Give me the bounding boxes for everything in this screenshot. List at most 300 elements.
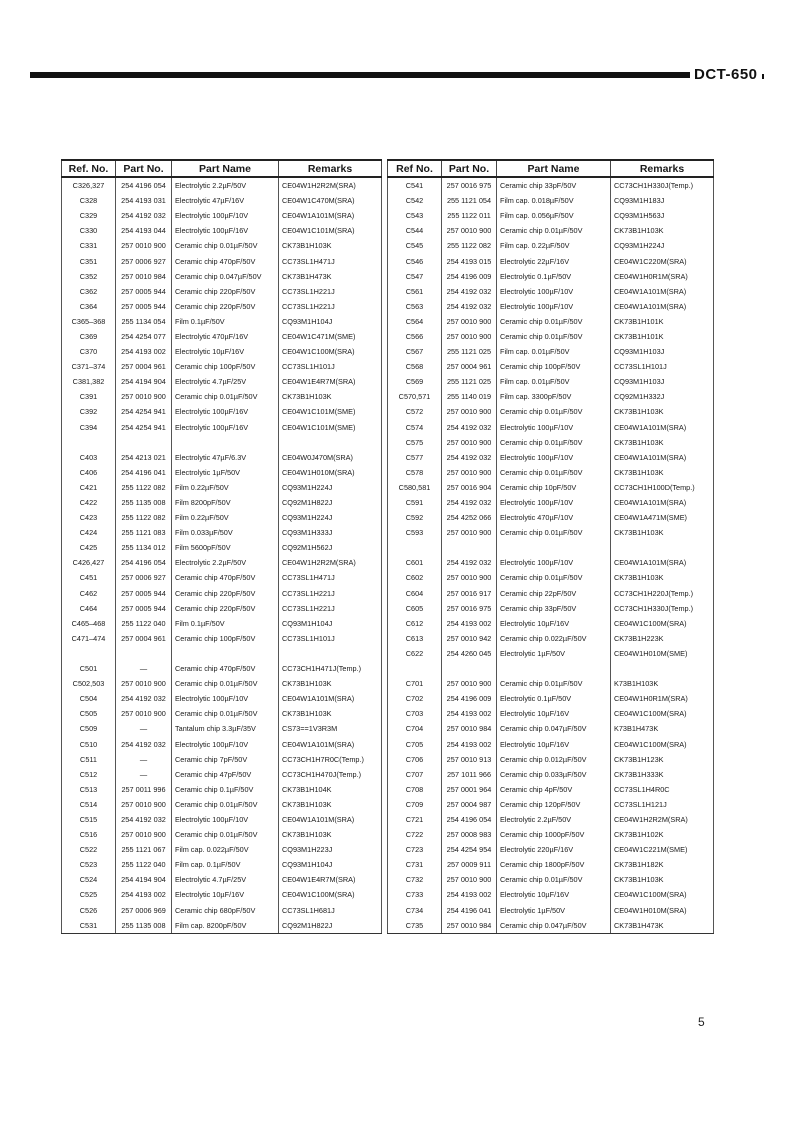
part-name-cell: Ceramic chip 10pF/50V xyxy=(497,480,611,495)
remarks-cell: CQ93M1H104J xyxy=(279,616,382,631)
part-no-cell: 257 0016 975 xyxy=(442,601,497,616)
part-name-cell: Electrolytic 100µF/16V xyxy=(172,404,279,419)
part-name-cell: Ceramic chip 0.01µF/50V xyxy=(497,570,611,585)
column-header-ref: Ref No. xyxy=(388,160,442,177)
part-no-cell: 254 4213 021 xyxy=(116,450,172,465)
ref-no-cell: C622 xyxy=(388,646,442,661)
remarks-cell: CE04W1C101M(SME) xyxy=(279,420,382,435)
part-name-cell: Film 8200pF/50V xyxy=(172,495,279,510)
ref-no-cell: C564 xyxy=(388,314,442,329)
table-row xyxy=(62,570,382,585)
table-row xyxy=(62,374,382,389)
ref-no-cell: C512 xyxy=(62,767,116,782)
remarks-cell: CE04W1C101M(SRA) xyxy=(279,223,382,238)
table-row xyxy=(388,495,714,510)
table-row xyxy=(388,435,714,450)
part-no-cell: 257 0010 984 xyxy=(442,721,497,736)
part-name-cell: Ceramic chip 1800pF/50V xyxy=(497,857,611,872)
part-name-cell: Electrolytic 100µF/10V xyxy=(497,284,611,299)
table-row xyxy=(388,177,714,193)
ref-no-cell: C569 xyxy=(388,374,442,389)
part-name-cell: Electrolytic 470µF/10V xyxy=(497,510,611,525)
remarks-cell: CE04W1C220M(SRA) xyxy=(611,253,714,268)
part-name-cell: Electrolytic 47µF/6.3V xyxy=(172,450,279,465)
part-no-cell: 255 1122 040 xyxy=(116,616,172,631)
remarks-cell: CE04W1H2R2M(SRA) xyxy=(611,812,714,827)
table-row xyxy=(62,661,382,676)
ref-no-cell: C515 xyxy=(62,812,116,827)
table-row xyxy=(388,314,714,329)
remarks-cell xyxy=(279,435,382,450)
remarks-cell: CK73B1H103K xyxy=(611,223,714,238)
table-row xyxy=(62,706,382,721)
remarks-cell: CE04W1H2R2M(SRA) xyxy=(279,177,382,193)
table-row xyxy=(388,480,714,495)
part-no-cell: 254 4193 002 xyxy=(442,616,497,631)
part-name-cell: Electrolytic 10µF/16V xyxy=(497,887,611,902)
part-name-cell: Ceramic chip 100pF/50V xyxy=(497,359,611,374)
remarks-cell: CE04W1H010M(SRA) xyxy=(611,903,714,918)
part-name-cell: Ceramic chip 0.1µF/50V xyxy=(172,782,279,797)
table-row xyxy=(62,918,382,934)
ref-no-cell: C526 xyxy=(62,903,116,918)
table-row xyxy=(388,812,714,827)
table-row xyxy=(62,495,382,510)
part-no-cell: 257 0011 996 xyxy=(116,782,172,797)
table-row xyxy=(62,510,382,525)
part-no-cell: 257 0005 944 xyxy=(116,284,172,299)
remarks-cell: CC73SL1H681J xyxy=(279,903,382,918)
remarks-cell: CC73SL1H221J xyxy=(279,284,382,299)
table-row xyxy=(388,540,714,555)
remarks-cell: CQ93M1H103J xyxy=(611,344,714,359)
ref-no-cell: C462 xyxy=(62,586,116,601)
part-no-cell: 254 4196 054 xyxy=(442,812,497,827)
ref-no-cell: C523 xyxy=(62,857,116,872)
table-row xyxy=(62,797,382,812)
part-name-cell: Film cap. 0.22µF/50V xyxy=(497,238,611,253)
table-row xyxy=(62,676,382,691)
remarks-cell: CQ92M1H822J xyxy=(279,918,382,934)
ref-no-cell: C531 xyxy=(62,918,116,934)
table-row xyxy=(62,842,382,857)
remarks-cell: CK73B1H103K xyxy=(611,872,714,887)
ref-no-cell: C734 xyxy=(388,903,442,918)
part-no-cell: 254 4196 041 xyxy=(116,465,172,480)
remarks-cell: CK73B1H103K xyxy=(279,827,382,842)
ref-no-cell: C703 xyxy=(388,706,442,721)
table-row xyxy=(388,857,714,872)
remarks-cell: K73B1H473K xyxy=(611,721,714,736)
table-row xyxy=(388,329,714,344)
ref-no-cell: C328 xyxy=(62,193,116,208)
remarks-cell: CC73CH1H220J(Temp.) xyxy=(611,586,714,601)
remarks-cell: CK73B1H103K xyxy=(279,706,382,721)
ref-no-cell xyxy=(62,646,116,661)
table-row xyxy=(388,887,714,902)
part-name-cell: Ceramic chip 0.01µF/50V xyxy=(172,827,279,842)
table-row xyxy=(388,736,714,751)
part-no-cell: 255 1135 008 xyxy=(116,918,172,934)
table-row xyxy=(62,404,382,419)
part-name-cell: Film 0.1µF/50V xyxy=(172,616,279,631)
table-row xyxy=(62,435,382,450)
ref-no-cell: C504 xyxy=(62,691,116,706)
table-row xyxy=(62,284,382,299)
part-no-cell xyxy=(116,646,172,661)
table-row xyxy=(62,631,382,646)
part-name-cell: Ceramic chip 0.047µF/50V xyxy=(497,721,611,736)
ref-no-cell: C733 xyxy=(388,887,442,902)
part-name-cell: Ceramic chip 4pF/50V xyxy=(497,782,611,797)
part-name-cell: Ceramic chip 0.012µF/50V xyxy=(497,752,611,767)
column-header-ref: Ref. No. xyxy=(62,160,116,177)
table-row xyxy=(388,586,714,601)
ref-no-cell: C602 xyxy=(388,570,442,585)
remarks-cell: CE04W1A471M(SME) xyxy=(611,510,714,525)
remarks-cell: CK73B1H123K xyxy=(611,752,714,767)
ref-no-cell: C547 xyxy=(388,269,442,284)
parts-table-left xyxy=(61,159,382,934)
part-no-cell: 255 1140 019 xyxy=(442,389,497,404)
part-name-cell: Ceramic chip 470pF/50V xyxy=(172,661,279,676)
ref-no-cell: C423 xyxy=(62,510,116,525)
part-name-cell: Ceramic chip 0.01µF/50V xyxy=(497,329,611,344)
ref-no-cell: C605 xyxy=(388,601,442,616)
part-name-cell: Electrolytic 2.2µF/50V xyxy=(172,177,279,193)
part-no-cell: 254 4192 032 xyxy=(116,208,172,223)
remarks-cell: CE04W1A101M(SRA) xyxy=(611,420,714,435)
table-row xyxy=(388,782,714,797)
part-name-cell: Ceramic chip 0.01µF/50V xyxy=(497,223,611,238)
part-no-cell: 254 4194 904 xyxy=(116,872,172,887)
part-no-cell: 254 4193 002 xyxy=(442,887,497,902)
part-name-cell: Electrolytic 100µF/10V xyxy=(497,299,611,314)
part-no-cell: 254 4254 954 xyxy=(442,842,497,857)
part-name-cell: Electrolytic 1µF/50V xyxy=(497,646,611,661)
ref-no-cell: C574 xyxy=(388,420,442,435)
part-name-cell: Ceramic chip 220pF/50V xyxy=(172,284,279,299)
part-name-cell: Electrolytic 100µF/10V xyxy=(172,691,279,706)
table-row xyxy=(62,721,382,736)
table-row xyxy=(62,253,382,268)
table-row xyxy=(388,752,714,767)
part-name-cell: Ceramic chip 22pF/50V xyxy=(497,586,611,601)
remarks-cell: CE04W1H010M(SRA) xyxy=(279,465,382,480)
remarks-cell: CE04W1H010M(SME) xyxy=(611,646,714,661)
remarks-cell: CE04W1H0R1M(SRA) xyxy=(611,269,714,284)
table-row xyxy=(62,872,382,887)
part-no-cell: 257 0004 961 xyxy=(442,359,497,374)
remarks-cell: CE04W1A101M(SRA) xyxy=(611,450,714,465)
remarks-cell: CK73B1H103K xyxy=(279,238,382,253)
remarks-cell: CE04W1C100M(SRA) xyxy=(279,887,382,902)
ref-no-cell xyxy=(62,435,116,450)
ref-no-cell: C421 xyxy=(62,480,116,495)
ref-no-cell: C424 xyxy=(62,525,116,540)
part-no-cell: 257 0005 944 xyxy=(116,299,172,314)
part-name-cell: Film 0.22µF/50V xyxy=(172,510,279,525)
table-row xyxy=(62,736,382,751)
table-row xyxy=(388,404,714,419)
part-name-cell: Film 0.033µF/50V xyxy=(172,525,279,540)
table-row xyxy=(388,601,714,616)
remarks-cell: CQ93M1H224J xyxy=(279,510,382,525)
parts-table-right-body xyxy=(388,177,714,933)
ref-no-cell: C509 xyxy=(62,721,116,736)
remarks-cell: CK73B1H182K xyxy=(611,857,714,872)
table-row xyxy=(388,253,714,268)
remarks-cell: CK73B1H104K xyxy=(279,782,382,797)
part-no-cell: 257 0005 944 xyxy=(116,601,172,616)
remarks-cell: CQ93M1H333J xyxy=(279,525,382,540)
ref-no-cell: C464 xyxy=(62,601,116,616)
column-header-part-no: Part No. xyxy=(442,160,497,177)
ref-no-cell: C381,382 xyxy=(62,374,116,389)
remarks-cell: CE04W1C470M(SRA) xyxy=(279,193,382,208)
ref-no-cell: C563 xyxy=(388,299,442,314)
ref-no-cell: C708 xyxy=(388,782,442,797)
table-row xyxy=(388,767,714,782)
table-row xyxy=(388,631,714,646)
ref-no-cell: C580,581 xyxy=(388,480,442,495)
ref-no-cell: C543 xyxy=(388,208,442,223)
part-no-cell: 255 1122 082 xyxy=(116,480,172,495)
ref-no-cell: C707 xyxy=(388,767,442,782)
part-name-cell: Ceramic chip 0.01µF/50V xyxy=(172,389,279,404)
part-name-cell: Film 0.1µF/50V xyxy=(172,314,279,329)
ref-no-cell: C601 xyxy=(388,555,442,570)
remarks-cell: CC73SL1H4R0C xyxy=(611,782,714,797)
part-no-cell: 257 0010 900 xyxy=(116,797,172,812)
part-no-cell: 254 4196 009 xyxy=(442,691,497,706)
part-name-cell: Ceramic chip 0.01µF/50V xyxy=(497,435,611,450)
table-row xyxy=(62,238,382,253)
remarks-cell: CE04W1C471M(SME) xyxy=(279,329,382,344)
remarks-cell: CQ92M1H822J xyxy=(279,495,382,510)
table-row xyxy=(62,389,382,404)
part-name-cell xyxy=(172,435,279,450)
part-no-cell: 257 0016 975 xyxy=(442,177,497,193)
part-no-cell: 254 4193 015 xyxy=(442,253,497,268)
part-no-cell: 257 0010 900 xyxy=(442,435,497,450)
remarks-cell: CK73B1H102K xyxy=(611,827,714,842)
part-name-cell: Electrolytic 100µF/16V xyxy=(172,420,279,435)
remarks-cell: CE04W1C100M(SRA) xyxy=(611,616,714,631)
table-row xyxy=(388,450,714,465)
ref-no-cell: C544 xyxy=(388,223,442,238)
part-name-cell: Electrolytic 470µF/16V xyxy=(172,329,279,344)
ref-no-cell: C709 xyxy=(388,797,442,812)
remarks-cell: CC73CH1H330J(Temp.) xyxy=(611,601,714,616)
part-no-cell: 254 4194 904 xyxy=(116,374,172,389)
ref-no-cell: C513 xyxy=(62,782,116,797)
remarks-cell: CC73SL1H221J xyxy=(279,586,382,601)
ref-no-cell: C451 xyxy=(62,570,116,585)
ref-no-cell: C392 xyxy=(62,404,116,419)
remarks-cell: CC73SL1H471J xyxy=(279,570,382,585)
part-no-cell: 257 0006 969 xyxy=(116,903,172,918)
part-no-cell: 257 0010 900 xyxy=(442,465,497,480)
ref-no-cell: C516 xyxy=(62,827,116,842)
part-no-cell: 257 0001 964 xyxy=(442,782,497,797)
part-no-cell: 255 1121 054 xyxy=(442,193,497,208)
remarks-cell: CE04W1A101M(SRA) xyxy=(279,736,382,751)
part-name-cell: Ceramic chip 100pF/50V xyxy=(172,359,279,374)
table-row xyxy=(388,193,714,208)
part-no-cell: 257 0004 987 xyxy=(442,797,497,812)
ref-no-cell: C425 xyxy=(62,540,116,555)
part-name-cell: Ceramic chip 0.01µF/50V xyxy=(497,314,611,329)
ref-no-cell: C604 xyxy=(388,586,442,601)
part-no-cell: 257 0010 900 xyxy=(116,827,172,842)
table-row xyxy=(388,721,714,736)
table-row xyxy=(388,691,714,706)
remarks-cell: CE04W1C100M(SRA) xyxy=(611,706,714,721)
part-name-cell: Ceramic chip 220pF/50V xyxy=(172,601,279,616)
remarks-cell: CK73B1H473K xyxy=(279,269,382,284)
table-row xyxy=(62,887,382,902)
table-row xyxy=(62,359,382,374)
column-header-part-name: Part Name xyxy=(172,160,279,177)
part-name-cell: Film 5600pF/50V xyxy=(172,540,279,555)
part-name-cell: Electrolytic 2.2µF/50V xyxy=(497,812,611,827)
ref-no-cell: C371–374 xyxy=(62,359,116,374)
table-row xyxy=(62,767,382,782)
part-no-cell: 257 0008 983 xyxy=(442,827,497,842)
part-no-cell: 257 0010 900 xyxy=(116,238,172,253)
part-no-cell: 257 0010 900 xyxy=(442,872,497,887)
table-row xyxy=(388,616,714,631)
table-row xyxy=(388,269,714,284)
part-no-cell: — xyxy=(116,661,172,676)
ref-no-cell: C370 xyxy=(62,344,116,359)
table-row xyxy=(62,208,382,223)
table-row xyxy=(388,344,714,359)
table-row xyxy=(62,314,382,329)
ref-no-cell: C505 xyxy=(62,706,116,721)
part-no-cell: — xyxy=(116,767,172,782)
part-name-cell: Electrolytic 100µF/16V xyxy=(172,223,279,238)
remarks-cell: CE04W1H0R1M(SRA) xyxy=(611,691,714,706)
table-row xyxy=(388,842,714,857)
table-row xyxy=(62,420,382,435)
part-no-cell: 254 4252 066 xyxy=(442,510,497,525)
ref-no-cell: C362 xyxy=(62,284,116,299)
remarks-cell: CK73B1H223K xyxy=(611,631,714,646)
remarks-cell: CQ93M1H104J xyxy=(279,314,382,329)
remarks-cell: CE04W1C221M(SME) xyxy=(611,842,714,857)
remarks-cell: CE04W1A101M(SRA) xyxy=(611,495,714,510)
ref-no-cell: C403 xyxy=(62,450,116,465)
part-no-cell: 255 1135 008 xyxy=(116,495,172,510)
table-row xyxy=(388,510,714,525)
table-row xyxy=(62,344,382,359)
table-row xyxy=(388,661,714,676)
part-no-cell: 257 0004 961 xyxy=(116,631,172,646)
remarks-cell: CE04W1C100M(SRA) xyxy=(611,887,714,902)
table-row xyxy=(388,872,714,887)
table-row xyxy=(388,570,714,585)
ref-no-cell: C545 xyxy=(388,238,442,253)
part-no-cell: 255 1122 082 xyxy=(442,238,497,253)
table-header-row xyxy=(388,160,714,177)
part-no-cell: 257 0004 961 xyxy=(116,359,172,374)
table-row xyxy=(62,752,382,767)
ref-no-cell: C329 xyxy=(62,208,116,223)
part-no-cell: 257 0010 984 xyxy=(442,918,497,934)
remarks-cell: CC73SL1H471J xyxy=(279,253,382,268)
table-row xyxy=(388,299,714,314)
remarks-cell: CQ93M1H224J xyxy=(279,480,382,495)
remarks-cell: CE04W1C101M(SME) xyxy=(279,404,382,419)
remarks-cell: CK73B1H101K xyxy=(611,314,714,329)
ref-no-cell: C522 xyxy=(62,842,116,857)
part-no-cell: 257 0010 900 xyxy=(442,314,497,329)
remarks-cell: CC73SL1H101J xyxy=(611,359,714,374)
part-no-cell: 254 4192 032 xyxy=(442,450,497,465)
part-no-cell: 257 0010 900 xyxy=(116,389,172,404)
part-no-cell: 254 4254 077 xyxy=(116,329,172,344)
part-name-cell: Electrolytic 4.7µF/25V xyxy=(172,374,279,389)
part-no-cell: 254 4193 002 xyxy=(116,344,172,359)
table-row xyxy=(388,676,714,691)
part-name-cell: Ceramic chip 0.01µF/50V xyxy=(172,706,279,721)
ref-no-cell: C406 xyxy=(62,465,116,480)
column-header-part-no: Part No. xyxy=(116,160,172,177)
remarks-cell: CE04W1A101M(SRA) xyxy=(279,812,382,827)
part-name-cell: Ceramic chip 1000pF/50V xyxy=(497,827,611,842)
part-no-cell: 255 1122 040 xyxy=(116,857,172,872)
table-row xyxy=(62,525,382,540)
table-row xyxy=(388,706,714,721)
part-no-cell: 255 1122 082 xyxy=(116,510,172,525)
part-no-cell: 257 0010 900 xyxy=(116,676,172,691)
ref-no-cell: C701 xyxy=(388,676,442,691)
remarks-cell: CK73B1H103K xyxy=(611,465,714,480)
ref-no-cell: C702 xyxy=(388,691,442,706)
table-row xyxy=(62,857,382,872)
remarks-cell xyxy=(611,661,714,676)
part-name-cell: Electrolytic 4.7µF/25V xyxy=(172,872,279,887)
ref-no-cell xyxy=(388,540,442,555)
part-name-cell: Ceramic chip 0.01µF/50V xyxy=(497,676,611,691)
ref-no-cell: C591 xyxy=(388,495,442,510)
remarks-cell: CK73B1H103K xyxy=(279,676,382,691)
ref-no-cell: C705 xyxy=(388,736,442,751)
ref-no-cell: C723 xyxy=(388,842,442,857)
ref-no-cell: C471–474 xyxy=(62,631,116,646)
parts-table-left-body xyxy=(62,177,382,933)
remarks-cell: CE04W1A101M(SRA) xyxy=(279,691,382,706)
part-no-cell: — xyxy=(116,721,172,736)
ref-no-cell: C502,503 xyxy=(62,676,116,691)
part-name-cell: Ceramic chip 220pF/50V xyxy=(172,586,279,601)
part-name-cell: Ceramic chip 0.01µF/50V xyxy=(497,465,611,480)
table-row xyxy=(388,374,714,389)
part-no-cell: 254 4193 002 xyxy=(442,706,497,721)
part-name-cell: Electrolytic 100µF/10V xyxy=(172,208,279,223)
table-row xyxy=(62,177,382,193)
part-name-cell: Electrolytic 100µF/10V xyxy=(497,420,611,435)
part-no-cell: 254 4192 032 xyxy=(442,495,497,510)
part-no-cell: 257 1011 966 xyxy=(442,767,497,782)
part-no-cell: 254 4192 032 xyxy=(116,812,172,827)
ref-no-cell: C592 xyxy=(388,510,442,525)
part-name-cell: Ceramic chip 0.01µF/50V xyxy=(497,872,611,887)
part-no-cell: 254 4254 941 xyxy=(116,404,172,419)
part-name-cell: Ceramic chip 0.033µF/50V xyxy=(497,767,611,782)
